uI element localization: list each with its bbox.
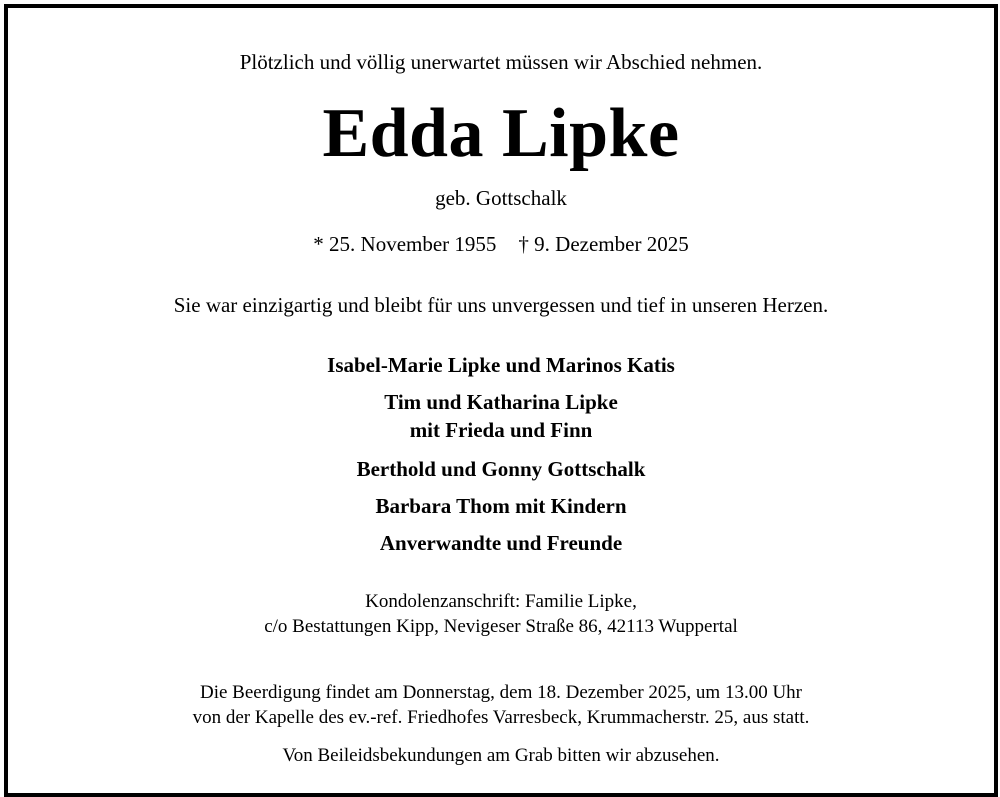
funeral-request-line: Von Beileidsbekundungen am Grab bitten wir abzusehen. — [282, 745, 720, 766]
tribute-text: Sie war einzigartig und bleibt für uns unvergessen und tief in unseren Herzen. — [173, 293, 829, 317]
birth-date: * 25. November 1955 — [313, 232, 497, 256]
mourner-line: Barbara Thom mit Kindern — [375, 494, 627, 518]
death-date: † 9. Dezember 2025 — [518, 232, 689, 256]
mourner-line: Anverwandte und Freunde — [379, 531, 623, 555]
life-dates — [8, 232, 994, 257]
funeral-info-line: Die Beerdigung findet am Donnerstag, dem 18. Dezember 2025, um 13.00 Uhr — [199, 682, 803, 703]
condolence-address-line: c/o Bestattungen Kipp, Nevigeser Straße 86, 42113 Wuppertal — [264, 616, 738, 637]
deceased-name: Edda Lipke — [322, 95, 680, 172]
mourner-line: Berthold und Gonny Gottschalk — [356, 457, 646, 481]
intro-text: Plötzlich und völlig unerwartet müssen wir Abschied nehmen. — [239, 50, 763, 74]
condolence-address-line: Kondolenzanschrift: Familie Lipke, — [365, 591, 637, 612]
mourner-line: Isabel-Marie Lipke und Marinos Katis — [327, 353, 675, 377]
mourner-line: Tim und Katharina Lipke — [384, 390, 618, 414]
funeral-info-line: von der Kapelle des ev.-ref. Friedhofes Varresbeck, Krummacherstr. 25, aus statt. — [192, 707, 810, 728]
obituary-notice — [4, 4, 998, 797]
birth-name: geb. Gottschalk — [435, 186, 567, 210]
mourner-line: mit Frieda und Finn — [409, 418, 593, 442]
